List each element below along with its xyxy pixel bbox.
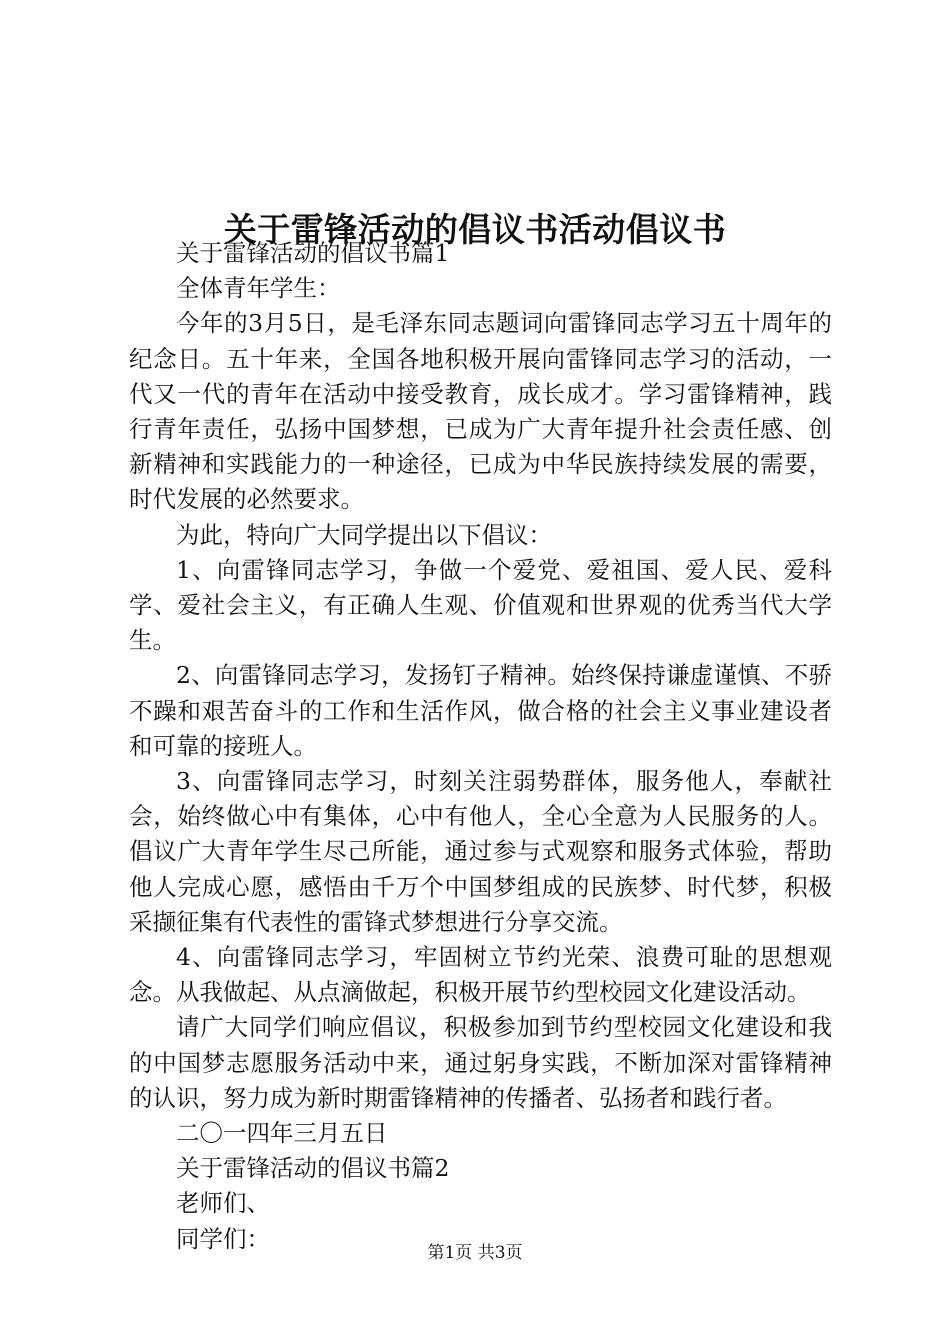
- salutation-teachers: 老师们、: [176, 1189, 270, 1218]
- paragraph-intro: 今年的3月5日，是毛泽东同志题词向雷锋同志学习五十周年的纪念日。五十年来，全国各地积极开展向雷锋同志学习的活动，一代又一代的青年在活动中接受教育，成长成才。学习雷锋精神，践行青年责任，弘扬中国梦想，已成为广大青年提升社会责任感、创新精神和实践能力的一种途径，已成为中华民族持续发展的需要，时代发展的必然要求。: [129, 309, 832, 514]
- section-heading-2: 关于雷锋活动的倡议书篇2: [176, 1154, 450, 1183]
- paragraph-closing: 请广大同学们响应倡议，积极参加到节约型校园文化建设和我的中国梦志愿服务活动中来，通过躬身实践，不断加深对雷锋精神的认识，努力成为新时期雷锋精神的传播者、弘扬者和践行者。: [129, 1013, 832, 1112]
- proposal-item-4: 4、向雷锋同志学习，牢固树立节约光荣、浪费可耻的思想观念。从我做起、从点滴做起，积极开展节约型校园文化建设活动。: [129, 943, 832, 1007]
- salutation-students: 同学们：: [176, 1224, 270, 1253]
- proposal-item-3: 3、向雷锋同志学习，时刻关注弱势群体，服务他人，奉献社会，始终做心中有集体，心中有他人，全心全意为人民服务的人。倡议广大青年学生尽己所能，通过参与式观察和服务式体验，帮助他人完成心愿，感悟由千万个中国梦组成的民族梦、时代梦，积极采撷征集有代表性的雷锋式梦想进行分享交流。: [129, 767, 832, 936]
- paragraph-proposal-lead: 为此，特向广大同学提出以下倡议：: [176, 520, 552, 549]
- proposal-item-1: 1、向雷锋同志学习，争做一个爱党、爱祖国、爱人民、爱科学、爱社会主义，有正确人生观、价值观和世界观的优秀当代大学生。: [129, 555, 832, 655]
- document-title: 关于雷锋活动的倡议书活动倡议书: [223, 210, 727, 250]
- section-heading-1: 关于雷锋活动的倡议书篇1: [176, 239, 450, 267]
- document-date: 二〇一四年三月五日: [176, 1119, 388, 1148]
- document-body: [129, 236, 832, 1257]
- proposal-item-2: 2、向雷锋同志学习，发扬钉子精神。始终保持谦虚谨慎、不骄不躁和艰苦奋斗的工作和生活作风，做合格的社会主义事业建设者和可靠的接班人。: [129, 661, 832, 760]
- salutation: 全体青年学生：: [176, 274, 341, 303]
- page-indicator: 第1页 共3页: [427, 1243, 523, 1263]
